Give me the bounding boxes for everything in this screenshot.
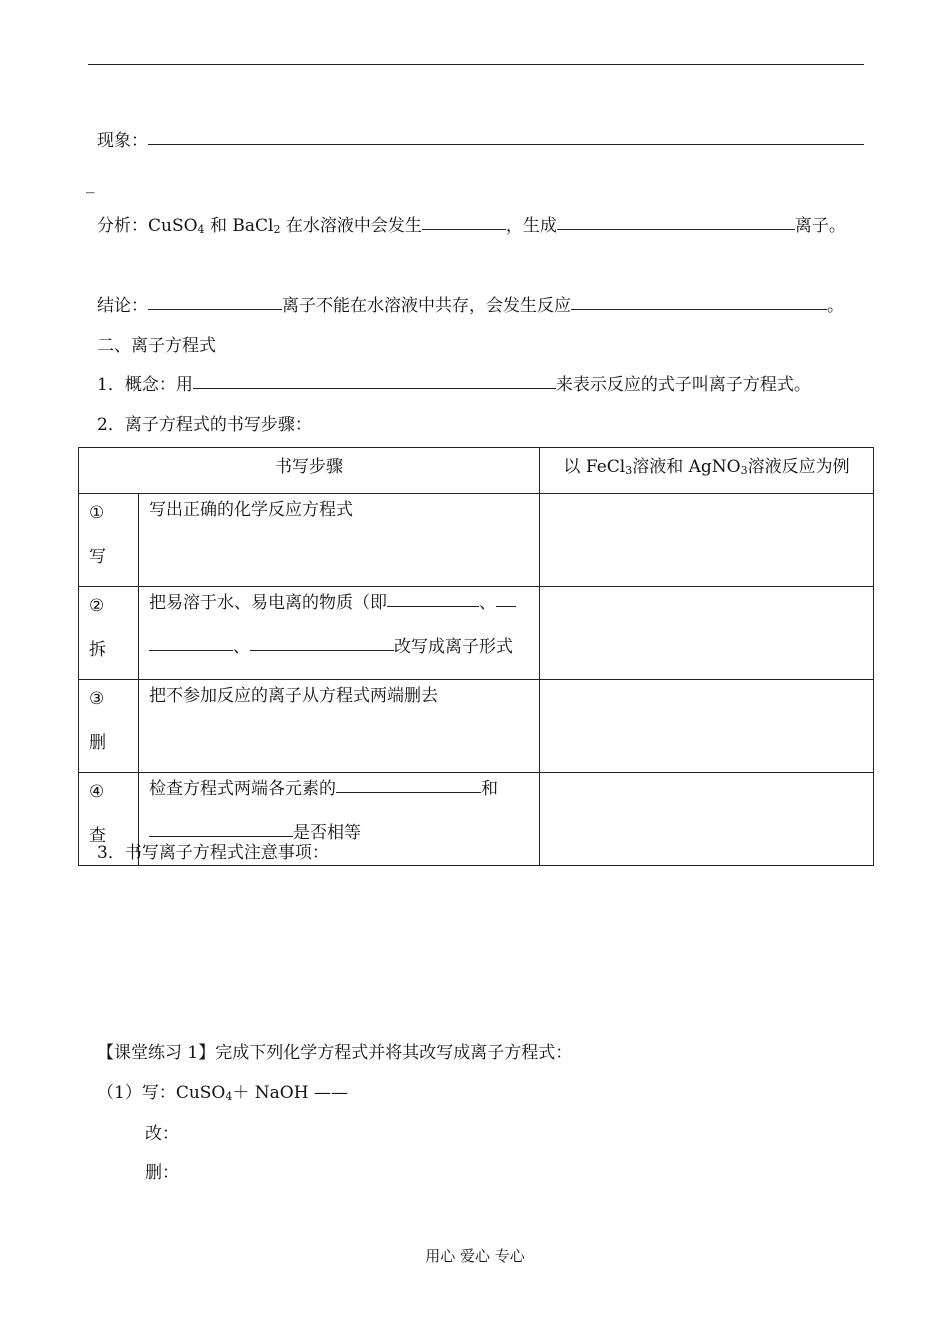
phenomenon-line: [97, 126, 864, 151]
table-row: [79, 494, 874, 587]
practice-title: 【课堂练习 1】完成下列化学方程式并将其改写成离子方程式：: [97, 1043, 573, 1063]
step-number: ② 拆: [79, 587, 139, 680]
conclusion-blank-2[interactable]: [571, 308, 827, 310]
practice-q1: （1）写：CuSO$_4$＋ NaOH ——: [97, 1083, 348, 1103]
practice-shan: 删：: [145, 1163, 179, 1183]
step-desc: 把易溶于水、易电离的物质（即 、 、 改写成离子形式: [139, 587, 540, 680]
analysis-line: 分析：CuSO$_4$ 和 BaCl$_2$ 在水溶液中会发生 ，生成 离子。: [97, 216, 846, 236]
conclusion-line: 结论： 离子不能在水溶液中共存，会发生反应 。: [97, 296, 844, 316]
step-desc: 把不参加反应的离子从方程式两端删去: [139, 680, 540, 773]
step-number: ① 写: [79, 494, 139, 587]
table-row: [79, 680, 874, 773]
example-cell[interactable]: [540, 773, 874, 866]
analysis-blank-1[interactable]: [422, 228, 506, 230]
practice-gai: 改：: [145, 1124, 179, 1144]
header-rule: [88, 64, 864, 65]
section2-title: 二、离子方程式: [97, 336, 216, 356]
header-steps: 书写步骤: [79, 448, 540, 494]
page-footer: 用心 爱心 专心: [425, 1247, 525, 1265]
conclusion-blank-1[interactable]: [148, 308, 282, 310]
step-desc: 检查方程式两端各元素的 和 是否相等: [139, 773, 540, 866]
fill-blank[interactable]: [387, 605, 479, 607]
step-number: ③ 删: [79, 680, 139, 773]
example-cell[interactable]: [540, 680, 874, 773]
fill-blank[interactable]: [496, 605, 516, 607]
example-cell[interactable]: [540, 494, 874, 587]
step-desc: 写出正确的化学反应方程式: [139, 494, 540, 587]
fill-blank[interactable]: [250, 649, 394, 651]
steps-table: [78, 447, 874, 866]
item3-line: 3．书写离子方程式注意事项：: [97, 843, 329, 863]
item2-line: 2．离子方程式的书写步骤：: [97, 415, 312, 435]
phenomenon-blank[interactable]: [148, 143, 864, 145]
item1-blank[interactable]: [193, 387, 556, 389]
phenomenon-trail: _: [86, 174, 95, 194]
fill-blank[interactable]: [149, 835, 293, 837]
header-example: 以 FeCl$_3$溶液和 AgNO$_3$溶液反应为例: [540, 448, 874, 494]
example-cell[interactable]: [540, 587, 874, 680]
fill-blank[interactable]: [149, 649, 233, 651]
table-header-row: [79, 448, 874, 494]
phenomenon-label: 现象：: [97, 131, 148, 151]
table-row: [79, 587, 874, 680]
item1-line: 1．概念：用 来表示反应的式子叫离子方程式。: [97, 375, 811, 395]
analysis-blank-2[interactable]: [557, 228, 795, 230]
step-number: ④ 查: [79, 773, 139, 866]
fill-blank[interactable]: [336, 791, 481, 793]
